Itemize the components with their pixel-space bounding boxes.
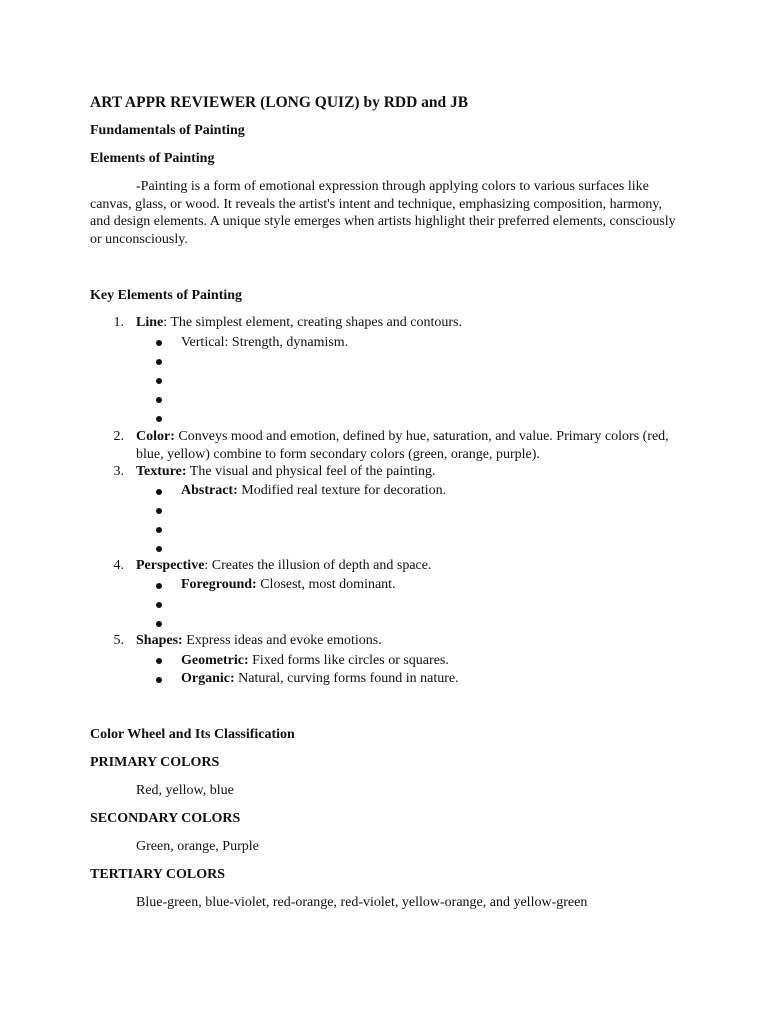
list-number: 1.: [113, 315, 124, 330]
document-title: ART APPR REVIEWER (LONG QUIZ) by RDD and JB: [90, 94, 469, 111]
sub-item-term: Geometric:: [181, 653, 249, 668]
sub-item-term: Organic:: [181, 671, 235, 686]
sub-item-desc: Fixed forms like circles or squares.: [248, 653, 449, 668]
primary-colors-text: Red, yellow, blue: [136, 783, 234, 798]
list-item-desc: : The simplest element, creating shapes and contours.: [163, 315, 462, 330]
list-item-term: Color:: [136, 429, 175, 444]
sub-item-text: [181, 576, 396, 594]
sub-item-desc: Closest, most dominant.: [256, 577, 396, 592]
list-item-desc: : Creates the illusion of depth and space.: [204, 558, 432, 573]
list-item-texture: [136, 463, 436, 481]
bullet-icon: [156, 677, 162, 683]
key-elements-heading: Key Elements of Painting: [90, 288, 243, 303]
bullet-icon: [156, 583, 162, 589]
list-item-desc-continued: blue, yellow) combine to form secondary colors (green, orange, purple).: [136, 447, 540, 462]
bullet-icon: [156, 340, 162, 346]
list-item-term: Perspective: [136, 558, 205, 573]
sub-item-term: Abstract:: [181, 483, 238, 498]
bullet-icon: [156, 527, 162, 533]
tertiary-colors-label: TERTIARY COLORS: [90, 867, 226, 882]
sub-item-desc: Modified real texture for decoration.: [237, 483, 447, 498]
list-item-term: Line: [136, 315, 164, 330]
list-item-desc: Conveys mood and emotion, defined by hue, saturation, and value. Primary colors (red,: [174, 429, 669, 444]
intro-paragraph: -Painting is a form of emotional expression through applying colors to various surfaces like canvas, glass, or wood. It reveals the artist's intent and technique, emphasizing composition, harmony, and design elements. A unique style emerges when artists highlight their preferred elements, consciously or unconsciously.: [90, 179, 676, 247]
bullet-icon: [156, 416, 162, 422]
bullet-icon: [156, 621, 162, 627]
bullet-icon: [156, 602, 162, 608]
list-item-shapes: [136, 632, 382, 650]
tertiary-colors-text: Blue-green, blue-violet, red-orange, red-violet, yellow-orange, and yellow-green: [136, 895, 588, 910]
list-item-line: [136, 314, 462, 332]
bullet-icon: [156, 378, 162, 384]
list-number: 3.: [113, 464, 124, 479]
list-item-color: [136, 428, 669, 446]
list-item-term: Texture:: [136, 464, 187, 479]
list-number: 5.: [113, 633, 124, 648]
section-heading-fundamentals: Fundamentals of Painting: [90, 123, 245, 138]
secondary-colors-text: Green, orange, Purple: [136, 839, 259, 854]
color-wheel-heading: Color Wheel and Its Classification: [90, 727, 295, 742]
list-number: 4.: [113, 558, 124, 573]
bullet-icon: [156, 397, 162, 403]
bullet-icon: [156, 658, 162, 664]
sub-item-text: [181, 670, 459, 688]
list-item-perspective: [136, 557, 431, 575]
sub-item-text: [181, 652, 449, 670]
list-item-desc: Express ideas and evoke emotions.: [182, 633, 382, 648]
list-number: 2.: [113, 429, 124, 444]
section-heading-elements: Elements of Painting: [90, 151, 215, 166]
sub-item-text: [181, 482, 446, 500]
sub-item-term: Foreground:: [181, 577, 257, 592]
bullet-icon: [156, 489, 162, 495]
bullet-icon: [156, 508, 162, 514]
sub-item-desc: Natural, curving forms found in nature.: [234, 671, 459, 686]
secondary-colors-label: SECONDARY COLORS: [90, 811, 241, 826]
bullet-icon: [156, 359, 162, 365]
sub-item-text: Vertical: Strength, dynamism.: [181, 335, 349, 350]
primary-colors-label: PRIMARY COLORS: [90, 755, 220, 770]
list-item-desc: The visual and physical feel of the painting.: [186, 464, 436, 479]
list-item-term: Shapes:: [136, 633, 183, 648]
bullet-icon: [156, 546, 162, 552]
